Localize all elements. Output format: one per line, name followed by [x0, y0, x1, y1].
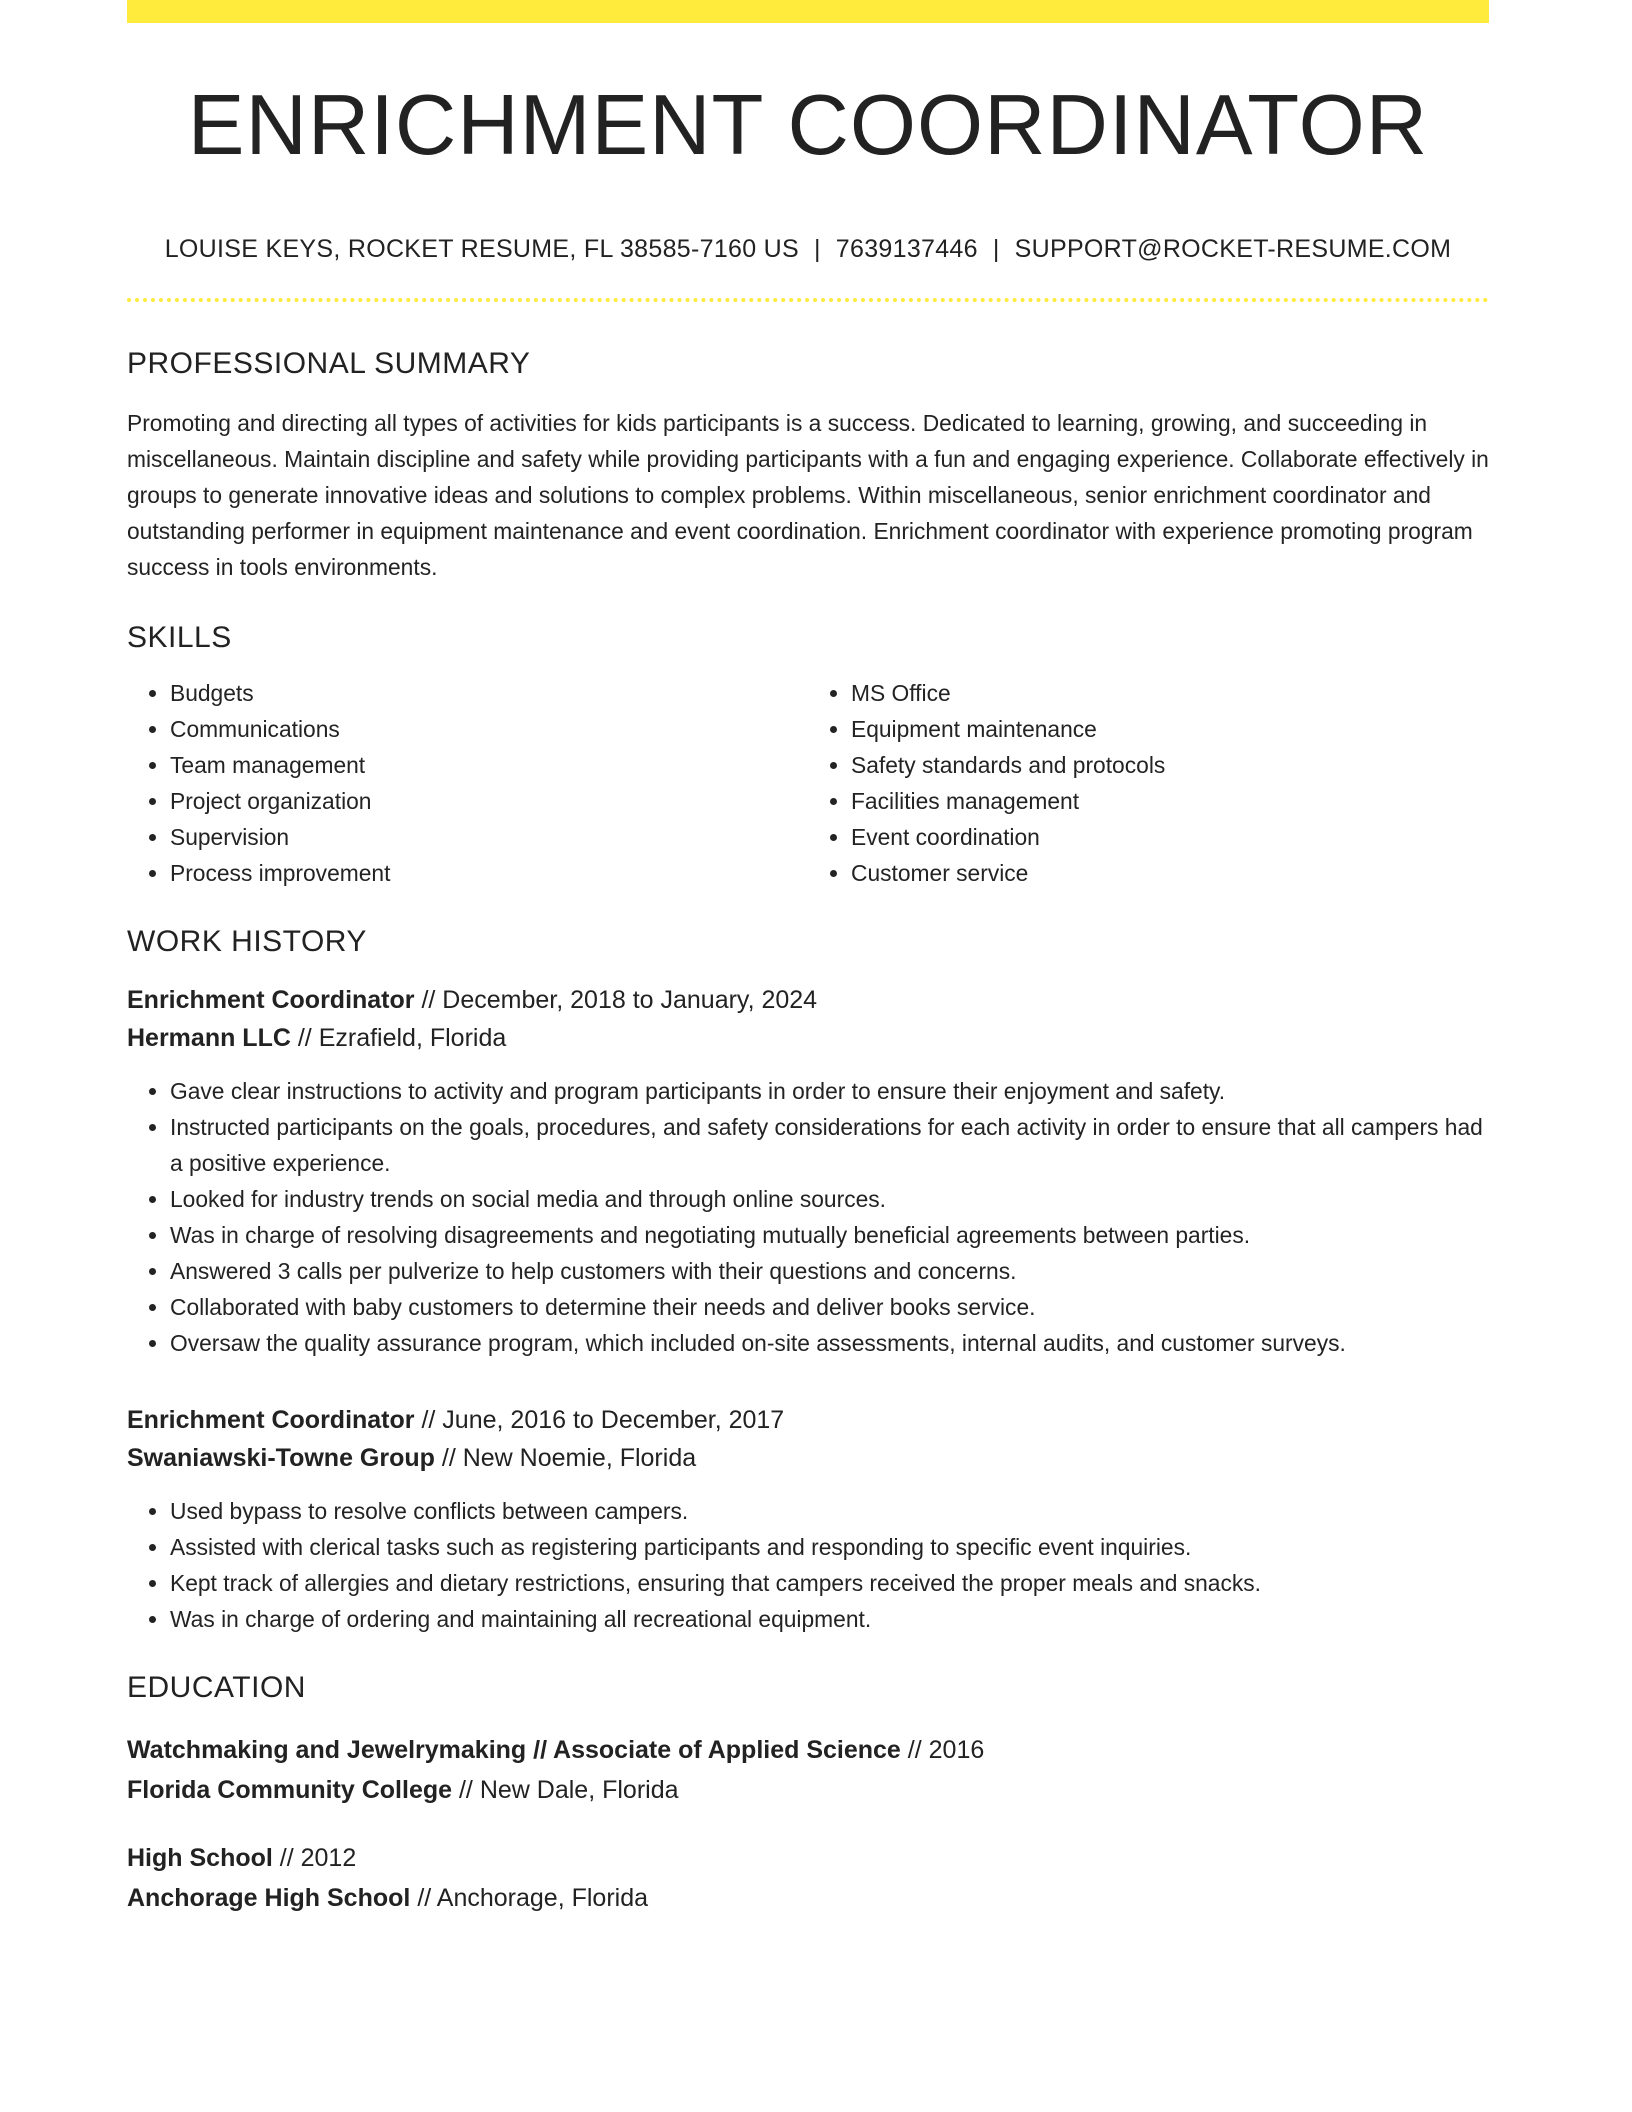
summary-text: Promoting and directing all types of activities for kids participants is a success. Dedicated to learning, growing, and succeeding in miscellaneous. Maintain discipline and safety while providing participants with a fun and engaging experience. Collaborate effectively in groups to generate innovative ideas and solutions to complex problems. Within miscellaneous, senior enrichment coordinator and outstanding performer in equipment maintenance and event coordination. Enrichment coordinator with experience promoting program success in tools environments. — [127, 410, 1489, 580]
education-school-line — [127, 1878, 1489, 1918]
skill-item: • Process improvement — [170, 855, 808, 891]
duty-item: • Gave clear instructions to activity and program participants in order to ensure their enjoyment and safety. — [170, 1073, 1489, 1109]
duty-item: • Was in charge of resolving disagreements and negotiating mutually beneficial agreements between parties. — [170, 1217, 1489, 1253]
skill-item: • Safety standards and protocols — [851, 747, 1489, 783]
job-company-line — [127, 1439, 1489, 1477]
contact-phone[interactable]: 7639137446 — [835, 235, 978, 263]
education-degree-line — [127, 1730, 1489, 1770]
contact-separator: | — [992, 235, 1000, 263]
duty-item: • Looked for industry trends on social media and through online sources. — [170, 1181, 1489, 1217]
skill-item: • Event coordination — [851, 819, 1489, 855]
skill-item: • Team management — [170, 747, 808, 783]
job-title: Enrichment Coordinator — [127, 1406, 415, 1434]
skills-heading: SKILLS — [127, 621, 232, 654]
duty-item: • Collaborated with baby customers to determine their needs and deliver books service. — [170, 1289, 1489, 1325]
skill-item: • Budgets — [170, 675, 808, 711]
education-degree: Watchmaking and Jewelrymaking // Associate of Applied Science — [127, 1736, 901, 1764]
job-title: Enrichment Coordinator — [127, 986, 415, 1014]
resume-title: ENRICHMENT COORDINATOR — [187, 78, 1429, 173]
job-title-line — [127, 1401, 1489, 1439]
education-degree: High School — [127, 1844, 273, 1872]
job-entry — [127, 1401, 1489, 1477]
duty-item: • Assisted with clerical tasks such as registering participants and responding to specific event inquiries. — [170, 1529, 1489, 1565]
skills-list — [127, 675, 1489, 891]
job-title-line — [127, 981, 1489, 1019]
accent-top-bar — [127, 0, 1489, 23]
job-location: // New Noemie, Florida — [441, 1444, 697, 1472]
contact-line — [127, 235, 1489, 264]
skill-item: • Supervision — [170, 819, 808, 855]
duty-item: • Used bypass to resolve conflicts between campers. — [170, 1493, 1489, 1529]
job-location: // Ezrafield, Florida — [297, 1024, 507, 1052]
job-company: Hermann LLC — [127, 1024, 291, 1052]
contact-email[interactable]: SUPPORT@ROCKET-RESUME.COM — [1014, 235, 1452, 263]
job-duties-list — [127, 1073, 1489, 1361]
skill-item: • Equipment maintenance — [851, 711, 1489, 747]
duty-item: • Answered 3 calls per pulverize to help customers with their questions and concerns. — [170, 1253, 1489, 1289]
skills-column-right — [808, 675, 1489, 891]
education-school-line — [127, 1770, 1489, 1810]
job-dates: // December, 2018 to January, 2024 — [421, 986, 818, 1014]
education-school: Anchorage High School — [127, 1884, 411, 1912]
education-degree-line — [127, 1838, 1489, 1878]
skill-item: • Project organization — [170, 783, 808, 819]
work-history-heading: WORK HISTORY — [127, 925, 367, 958]
job-entry — [127, 981, 1489, 1057]
job-company: Swaniawski-Towne Group — [127, 1444, 435, 1472]
duty-item: • Kept track of allergies and dietary restrictions, ensuring that campers received the proper meals and snacks. — [170, 1565, 1489, 1601]
skill-item: • Communications — [170, 711, 808, 747]
resume-page — [127, 0, 1489, 1918]
education-location: // New Dale, Florida — [458, 1776, 679, 1804]
job-company-line — [127, 1019, 1489, 1057]
skill-item: • Customer service — [851, 855, 1489, 891]
education-entry — [127, 1730, 1489, 1810]
education-year: // 2016 — [907, 1736, 985, 1764]
contact-address: LOUISE KEYS, ROCKET RESUME, FL 38585-7160 US — [164, 235, 799, 263]
duty-item: • Instructed participants on the goals, procedures, and safety considerations for each activity in order to ensure that all campers had a positive experience. — [170, 1109, 1489, 1181]
skills-column-left — [127, 675, 808, 891]
education-year: // 2012 — [279, 1844, 357, 1872]
job-duties-list — [127, 1493, 1489, 1637]
dotted-divider — [127, 298, 1489, 302]
contact-separator: | — [814, 235, 821, 263]
job-dates: // June, 2016 to December, 2017 — [421, 1406, 785, 1434]
skill-item: • MS Office — [851, 675, 1489, 711]
education-entry — [127, 1838, 1489, 1918]
education-heading: EDUCATION — [127, 1671, 306, 1704]
summary-heading: PROFESSIONAL SUMMARY — [127, 347, 531, 380]
education-school: Florida Community College — [127, 1776, 453, 1804]
skill-item: • Facilities management — [851, 783, 1489, 819]
duty-item: • Oversaw the quality assurance program, which included on-site assessments, internal audits, and customer surveys. — [170, 1325, 1489, 1361]
education-location: // Anchorage, Florida — [417, 1884, 649, 1912]
duty-item: • Was in charge of ordering and maintaining all recreational equipment. — [170, 1601, 1489, 1637]
